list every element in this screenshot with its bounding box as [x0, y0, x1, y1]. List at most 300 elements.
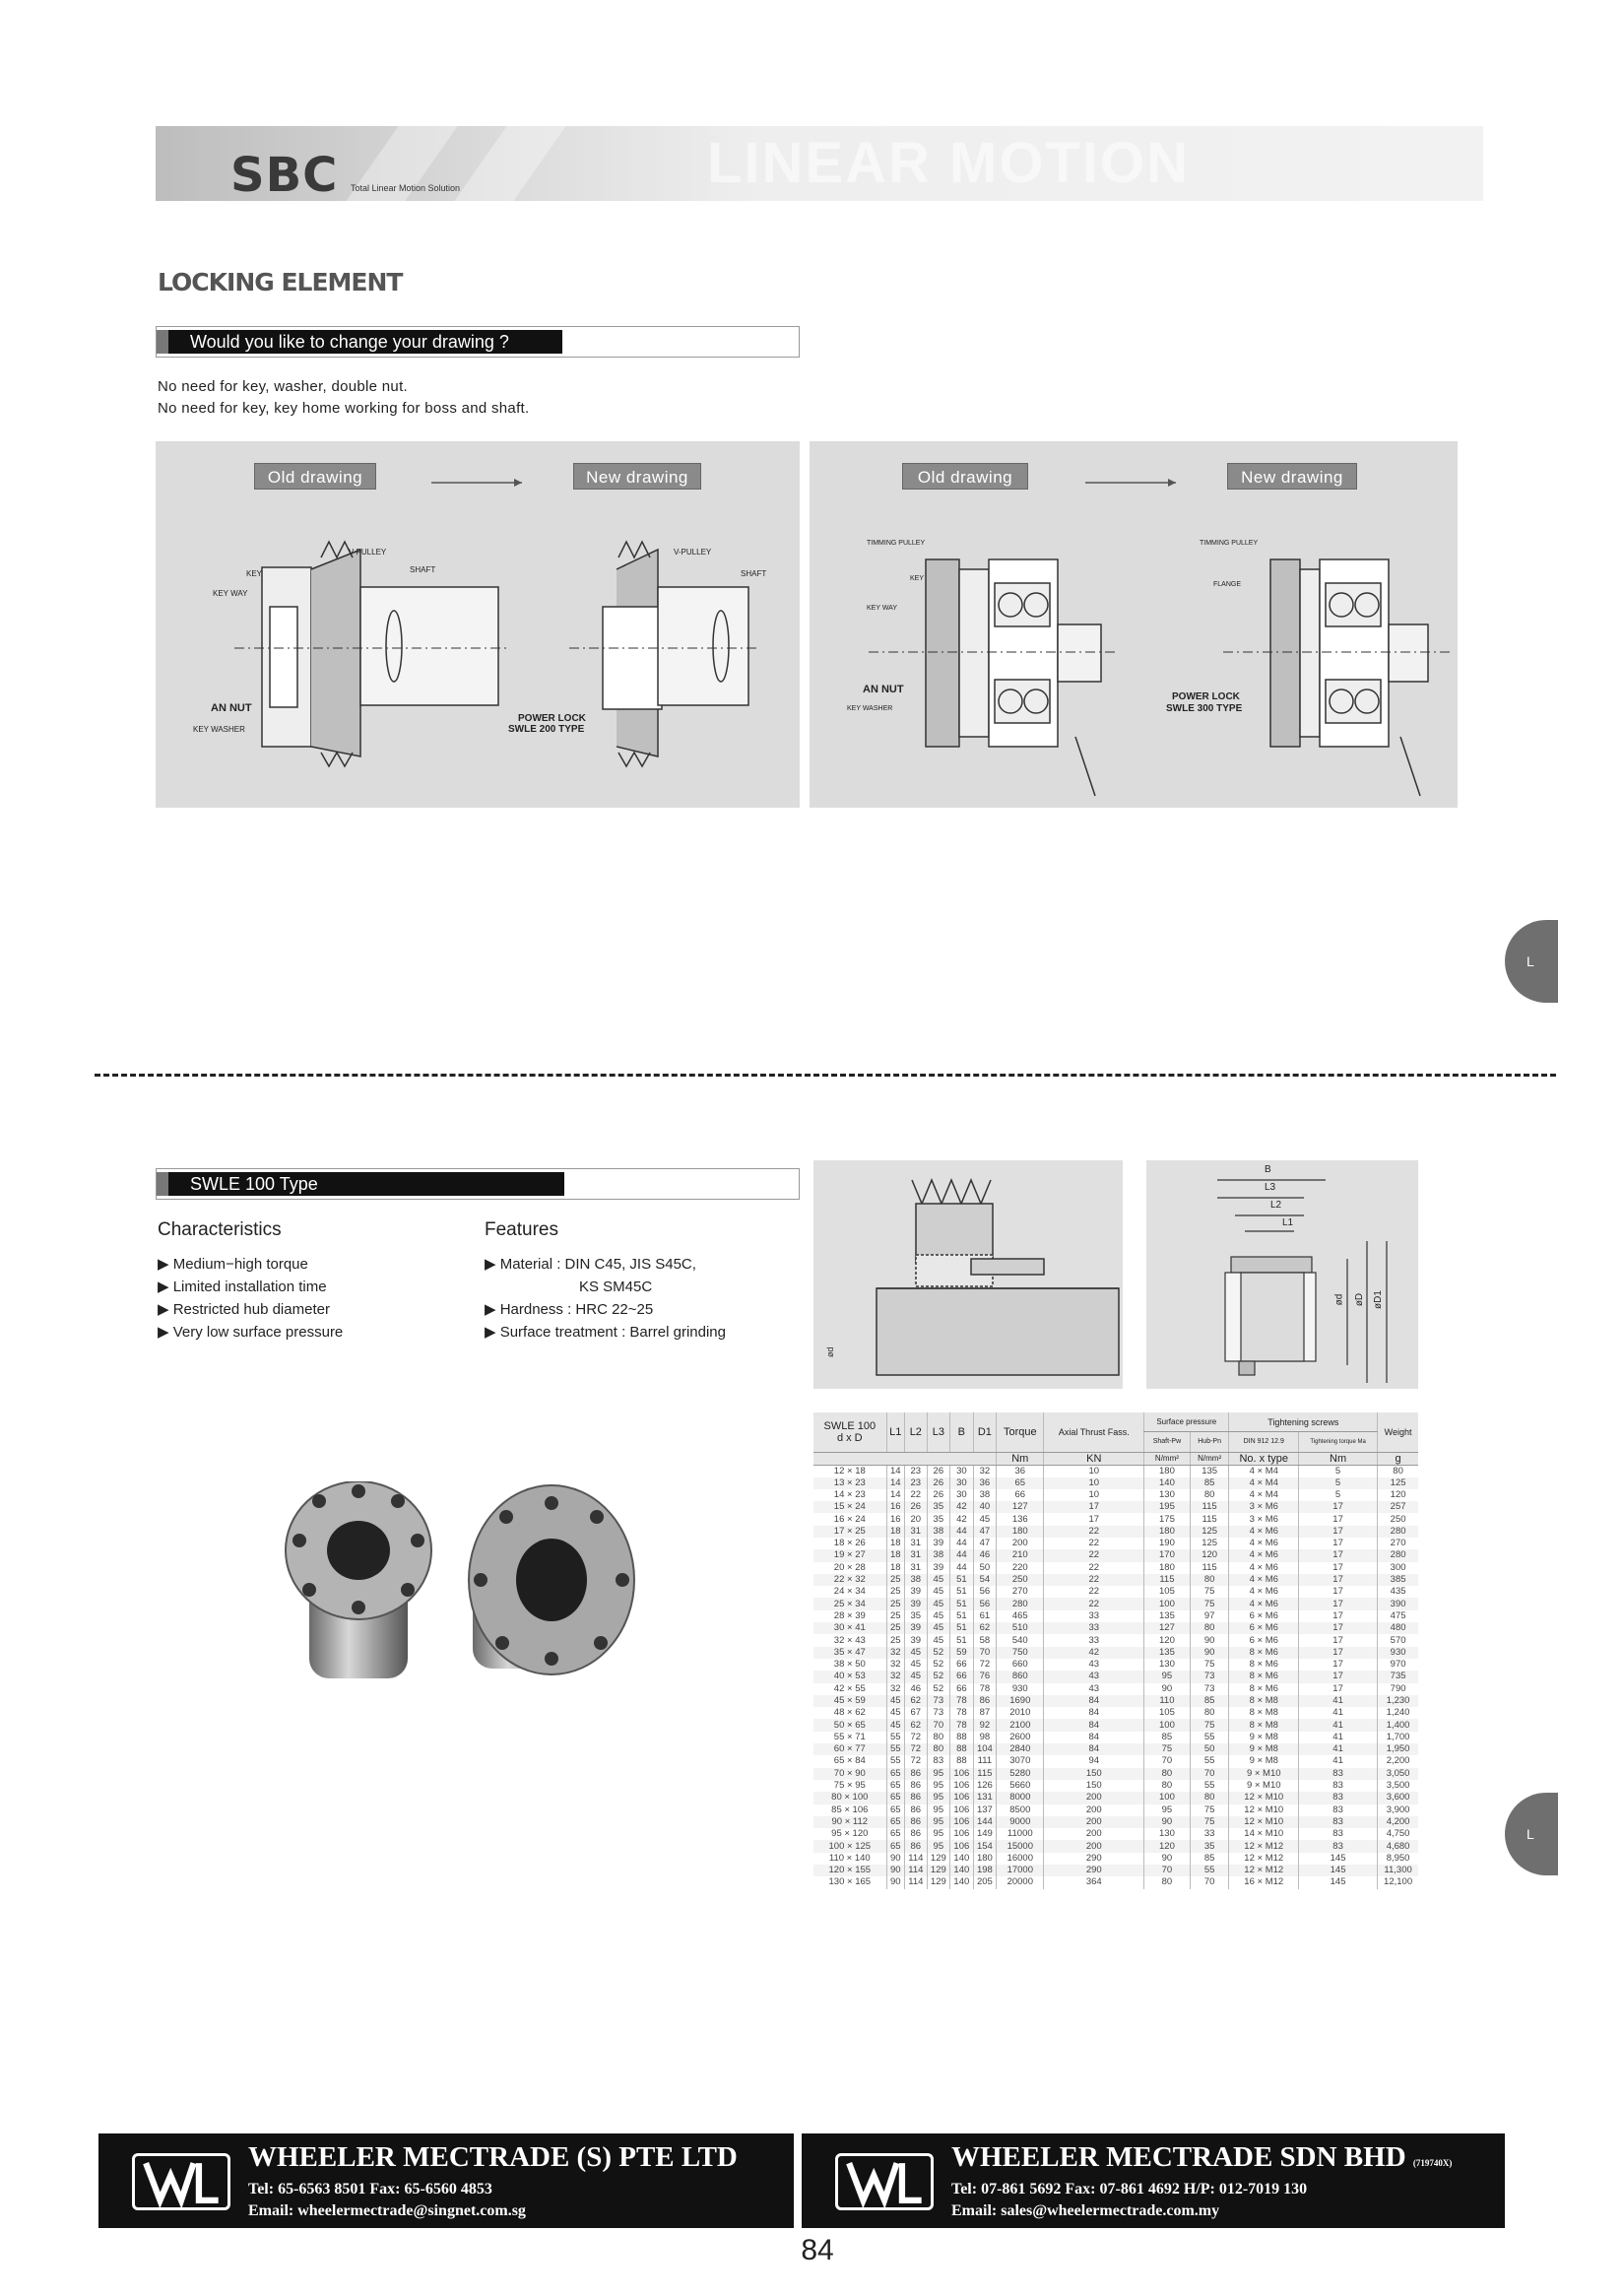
- banner-stripe: [454, 126, 565, 201]
- table-cell: 16000: [997, 1853, 1044, 1865]
- unit-nm: Nm: [997, 1452, 1044, 1465]
- table-cell: 17: [1298, 1526, 1377, 1538]
- table-cell: 32: [886, 1647, 904, 1659]
- table-cell: 270: [997, 1586, 1044, 1598]
- table-cell: 80: [1144, 1876, 1191, 1888]
- table-cell: 42: [950, 1501, 974, 1513]
- table-cell: 94: [1044, 1755, 1144, 1767]
- table-cell: 45: [927, 1634, 950, 1646]
- table-cell: 6 × M6: [1229, 1622, 1299, 1634]
- characteristics-title: Characteristics: [158, 1219, 282, 1240]
- table-cell: 90: [1190, 1647, 1229, 1659]
- table-cell: 44: [950, 1549, 974, 1561]
- table-cell: 24 × 34: [833, 1586, 866, 1598]
- unit-hub: N/mm²: [1190, 1452, 1229, 1465]
- table-cell: 111: [973, 1755, 997, 1767]
- table-cell: 200: [1044, 1804, 1144, 1816]
- table-cell: 20: [905, 1513, 928, 1525]
- table-cell: 25: [886, 1622, 904, 1634]
- label-shaft-old: SHAFT: [410, 565, 436, 574]
- table-cell: 145: [1298, 1876, 1377, 1888]
- table-cell: 55: [1190, 1755, 1229, 1767]
- footer-left: [98, 2133, 794, 2228]
- table-cell: 180: [997, 1526, 1044, 1538]
- table-cell: 100 × 125: [813, 1840, 886, 1852]
- unit-weight: g: [1378, 1452, 1418, 1465]
- label-power-lock-right: POWER LOCK: [1172, 691, 1240, 702]
- table-cell: 51: [950, 1622, 974, 1634]
- table-cell: 55 × 71: [833, 1731, 866, 1742]
- label-key-old: KEY: [246, 569, 263, 578]
- table-cell: 47: [973, 1526, 997, 1538]
- table-cell: 78: [950, 1707, 974, 1719]
- table-row: [813, 1683, 1418, 1695]
- table-cell: 46: [973, 1549, 997, 1561]
- intro-heading-bar: [156, 326, 800, 358]
- table-cell: 2840: [997, 1743, 1044, 1755]
- table-cell: 41: [1298, 1719, 1377, 1731]
- table-cell: 100: [1144, 1719, 1191, 1731]
- table-cell: 84: [1044, 1707, 1144, 1719]
- table-cell: 100: [1144, 1598, 1191, 1609]
- table-cell: 205: [973, 1876, 997, 1888]
- footer-right: [802, 2133, 1505, 2228]
- table-cell: 2600: [997, 1732, 1044, 1743]
- table-cell: 90: [1144, 1683, 1191, 1695]
- table-cell: 140: [950, 1876, 974, 1888]
- table-cell: 5: [1298, 1477, 1377, 1489]
- table-cell: 70: [1144, 1755, 1191, 1767]
- label-an-nut-old: AN NUT: [211, 702, 252, 714]
- table-row: [813, 1804, 1418, 1816]
- table-cell: 5280: [997, 1768, 1044, 1780]
- table-row: [813, 1598, 1418, 1609]
- table-cell: 110: [1144, 1695, 1191, 1707]
- table-cell: 120 × 155: [813, 1865, 886, 1876]
- label-shaft-new: SHAFT: [741, 569, 767, 578]
- table-cell: 4 × M4: [1229, 1489, 1299, 1501]
- table-cell: 42 × 55: [833, 1682, 866, 1694]
- table-cell: 75: [1190, 1586, 1229, 1598]
- unit-screw: No. x type: [1229, 1452, 1299, 1465]
- table-cell: 129: [927, 1865, 950, 1876]
- col-header-hub: Hub-Pn: [1190, 1432, 1229, 1452]
- table-cell: 50: [1190, 1743, 1229, 1755]
- table-cell: 85: [1190, 1695, 1229, 1707]
- table-cell: 86: [905, 1840, 928, 1852]
- table-cell: 45: [927, 1586, 950, 1598]
- table-cell: 18: [886, 1562, 904, 1574]
- table-cell: 84: [1044, 1695, 1144, 1707]
- label-key-old-right: KEY: [910, 575, 925, 582]
- table-cell: 39: [905, 1634, 928, 1646]
- table-cell: 18: [886, 1526, 904, 1538]
- col-header-shaft: Shaft-Pw: [1144, 1432, 1191, 1452]
- table-cell: 95: [1144, 1804, 1191, 1816]
- table-cell: 75 × 95: [833, 1780, 866, 1792]
- table-cell: 127: [997, 1501, 1044, 1513]
- table-row: [813, 1489, 1418, 1501]
- table-cell: 45: [905, 1671, 928, 1682]
- table-cell: 88: [950, 1743, 974, 1755]
- table-cell: 129: [927, 1853, 950, 1865]
- swle-heading-bar: [156, 1168, 800, 1200]
- table-cell: 42: [950, 1513, 974, 1525]
- table-cell: 3070: [997, 1755, 1044, 1767]
- table-cell: 40 × 53: [813, 1671, 886, 1682]
- table-cell: 30: [950, 1489, 974, 1501]
- table-cell: 38: [973, 1489, 997, 1501]
- feature-item: KS SM45C: [579, 1279, 653, 1295]
- table-cell: 4 × M6: [1229, 1549, 1299, 1561]
- table-cell: 8 × M6: [1229, 1659, 1299, 1671]
- table-cell: 90: [1144, 1853, 1191, 1865]
- table-cell: 19 × 27: [813, 1549, 886, 1561]
- feature-item: ▶ Hardness : HRC 22~25: [485, 1301, 654, 1318]
- table-cell: 80: [1190, 1792, 1229, 1804]
- table-row: [813, 1526, 1418, 1538]
- table-cell: 45 × 59: [813, 1695, 886, 1707]
- characteristics-list: [158, 1253, 343, 1344]
- section-title: LOCKING ELEMENT: [158, 268, 403, 296]
- side-tab-letter: L: [1527, 1826, 1534, 1842]
- table-cell: 62: [905, 1695, 928, 1707]
- table-cell: 47: [973, 1538, 997, 1549]
- side-tab-top[interactable]: [1505, 920, 1558, 1003]
- table-cell: 35 × 47: [813, 1647, 886, 1659]
- table-cell: 31: [905, 1538, 928, 1549]
- table-cell: 80: [1190, 1622, 1229, 1634]
- table-cell: 42: [1044, 1647, 1144, 1659]
- table-cell: 78: [950, 1719, 974, 1731]
- table-cell: 95: [927, 1828, 950, 1840]
- side-tab-letter: L: [1527, 953, 1534, 969]
- label-key-washer-old: KEY WASHER: [193, 725, 245, 734]
- table-row: [813, 1634, 1418, 1646]
- table-cell: 45: [905, 1659, 928, 1671]
- page-number: 84: [801, 2234, 834, 2266]
- table-cell: 16 × 24: [833, 1513, 866, 1525]
- table-cell: 17: [1298, 1501, 1377, 1513]
- col-header-tight: Tightening screws: [1229, 1412, 1378, 1432]
- table-cell: 44: [950, 1538, 974, 1549]
- table-cell: 540: [997, 1634, 1044, 1646]
- table-cell: 83: [1298, 1840, 1377, 1852]
- table-cell: 52: [927, 1683, 950, 1695]
- company-logo: [835, 2153, 934, 2210]
- table-cell: 14 × 23: [833, 1488, 866, 1500]
- table-cell: 80: [927, 1732, 950, 1743]
- table-cell: 92: [973, 1719, 997, 1731]
- table-cell: 41: [1298, 1743, 1377, 1755]
- label-flange-new: FLANGE: [1213, 581, 1242, 588]
- swle-dimension-drawing: [1146, 1160, 1418, 1389]
- table-cell: 80: [1190, 1489, 1229, 1501]
- label-v-pulley-new: V-PULLEY: [674, 548, 712, 557]
- table-row: [813, 1549, 1418, 1561]
- table-row: [813, 1792, 1418, 1804]
- table-cell: 31: [905, 1549, 928, 1561]
- table-cell: 105: [1144, 1586, 1191, 1598]
- table-cell: 95: [927, 1804, 950, 1816]
- table-cell: 83: [1298, 1780, 1377, 1792]
- table-cell: 65: [886, 1792, 904, 1804]
- table-cell: 54: [973, 1574, 997, 1586]
- table-cell: 39: [905, 1598, 928, 1609]
- table-cell: 17: [1298, 1538, 1377, 1549]
- table-cell: 26: [905, 1501, 928, 1513]
- table-cell: 65: [997, 1477, 1044, 1489]
- table-row: [813, 1876, 1418, 1888]
- table-cell: 25 × 34: [813, 1598, 886, 1609]
- table-cell: 290: [1044, 1865, 1144, 1876]
- table-cell: 465: [997, 1610, 1044, 1622]
- table-cell: 250: [997, 1574, 1044, 1586]
- table-cell: 475: [1378, 1610, 1418, 1622]
- table-cell: 435: [1378, 1586, 1418, 1598]
- table-row: [813, 1501, 1418, 1513]
- banner-ghost-text: LINEAR MOTION: [707, 131, 1190, 195]
- table-cell: 83: [1298, 1768, 1377, 1780]
- table-cell: 9 × M8: [1229, 1732, 1299, 1743]
- feature-item: ▶ Material : DIN C45, JIS S45C,: [485, 1256, 696, 1273]
- table-cell: 12 × 18: [833, 1465, 866, 1476]
- table-cell: 25: [886, 1634, 904, 1646]
- table-cell: 45: [973, 1513, 997, 1525]
- table-row: [813, 1562, 1418, 1574]
- table-cell: 45: [886, 1707, 904, 1719]
- table-cell: 83: [1298, 1792, 1377, 1804]
- swle-assembly-section: [813, 1160, 1123, 1389]
- table-cell: 15 × 24: [813, 1501, 886, 1513]
- table-cell: 4,750: [1378, 1828, 1418, 1840]
- dim-label-b: B: [1265, 1164, 1271, 1175]
- table-cell: 17000: [997, 1865, 1044, 1876]
- table-cell: 50: [973, 1562, 997, 1574]
- table-cell: 210: [997, 1549, 1044, 1561]
- table-cell: 2100: [997, 1719, 1044, 1731]
- table-cell: 140: [950, 1853, 974, 1865]
- table-cell: 45: [927, 1598, 950, 1609]
- table-cell: 1690: [997, 1695, 1044, 1707]
- table-cell: 51: [950, 1610, 974, 1622]
- table-cell: 150: [1044, 1768, 1144, 1780]
- table-cell: 200: [1044, 1840, 1144, 1852]
- table-cell: 85: [1190, 1477, 1229, 1489]
- dim-label-l1: L1: [1282, 1217, 1294, 1228]
- table-cell: 32: [886, 1659, 904, 1671]
- col-header-weight: Weight: [1378, 1412, 1418, 1452]
- table-cell: 17: [1044, 1501, 1144, 1513]
- table-cell: 39: [927, 1562, 950, 1574]
- table-cell: 84: [1044, 1743, 1144, 1755]
- table-cell: 9 × M8: [1229, 1743, 1299, 1755]
- table-cell: 200: [1044, 1828, 1144, 1840]
- table-cell: 85 × 106: [831, 1804, 869, 1815]
- table-cell: 280: [1378, 1526, 1418, 1538]
- table-row: [813, 1828, 1418, 1840]
- table-cell: 17: [1298, 1622, 1377, 1634]
- table-cell: 98: [973, 1732, 997, 1743]
- table-cell: 70 × 90: [813, 1768, 886, 1780]
- table-cell: 95: [927, 1816, 950, 1828]
- col-header-surface: Surface pressure: [1144, 1412, 1229, 1432]
- company-reg-no: (719740X): [1412, 2158, 1453, 2168]
- table-cell: 55: [886, 1755, 904, 1767]
- table-cell: 51: [950, 1586, 974, 1598]
- table-cell: 36: [997, 1465, 1044, 1477]
- table-cell: 83: [927, 1755, 950, 1767]
- v-pulley-drawing: [156, 441, 800, 808]
- characteristic-item: ▶ Medium−high torque: [158, 1256, 308, 1273]
- table-cell: 17: [1298, 1683, 1377, 1695]
- table-row: [813, 1780, 1418, 1792]
- table-cell: 30: [950, 1477, 974, 1489]
- table-cell: 4 × M6: [1229, 1562, 1299, 1574]
- table-cell: 70: [927, 1719, 950, 1731]
- table-cell: 12 × M10: [1229, 1792, 1299, 1804]
- col-header-l3: L3: [927, 1412, 950, 1452]
- table-cell: 20 × 28: [833, 1561, 866, 1573]
- table-cell: 250: [1378, 1513, 1418, 1525]
- table-cell: 8 × M8: [1229, 1707, 1299, 1719]
- table-row: [813, 1647, 1418, 1659]
- table-units-row: [813, 1452, 1418, 1465]
- table-cell: 130: [1144, 1489, 1191, 1501]
- table-cell: 16: [886, 1501, 904, 1513]
- table-cell: 280: [1378, 1549, 1418, 1561]
- table-cell: 4 × M6: [1229, 1574, 1299, 1586]
- table-cell: 17: [1044, 1513, 1144, 1525]
- table-cell: 26: [927, 1477, 950, 1489]
- table-cell: 8 × M8: [1229, 1719, 1299, 1731]
- table-cell: 84: [1044, 1732, 1144, 1743]
- table-cell: 180: [1144, 1465, 1191, 1477]
- table-cell: 45: [927, 1610, 950, 1622]
- table-cell: 12 × M12: [1229, 1853, 1299, 1865]
- table-cell: 570: [1378, 1634, 1418, 1646]
- table-cell: 66: [997, 1489, 1044, 1501]
- table-cell: 125: [1190, 1526, 1229, 1538]
- table-cell: 95: [1144, 1671, 1191, 1682]
- table-cell: 12 × M12: [1229, 1840, 1299, 1852]
- table-cell: 32: [973, 1465, 997, 1477]
- table-cell: 10: [1044, 1477, 1144, 1489]
- table-cell: 90: [886, 1853, 904, 1865]
- table-cell: 114: [905, 1853, 928, 1865]
- table-cell: 8 × M6: [1229, 1671, 1299, 1682]
- table-cell: 90: [1144, 1816, 1191, 1828]
- table-row: [813, 1719, 1418, 1731]
- table-cell: 72: [905, 1732, 928, 1743]
- table-cell: 198: [973, 1865, 997, 1876]
- label-key-way-old: KEY WAY: [213, 589, 248, 598]
- dim-label-l3: L3: [1265, 1182, 1276, 1193]
- table-cell: 38 × 50: [833, 1659, 866, 1671]
- table-cell: 30 × 41: [813, 1622, 886, 1634]
- table-cell: 120: [1144, 1840, 1191, 1852]
- table-cell: 90: [886, 1876, 904, 1888]
- table-cell: 129: [927, 1876, 950, 1888]
- table-cell: 106: [950, 1804, 974, 1816]
- table-row: [813, 1622, 1418, 1634]
- table-cell: 110 × 140: [828, 1852, 871, 1864]
- col-header-torque: Torque: [997, 1412, 1044, 1452]
- table-cell: 80: [1190, 1707, 1229, 1719]
- side-tab-bottom[interactable]: [1505, 1793, 1558, 1875]
- header-banner: [156, 126, 1483, 201]
- table-cell: 35: [905, 1610, 928, 1622]
- table-cell: 480: [1378, 1622, 1418, 1634]
- table-cell: 41: [1298, 1695, 1377, 1707]
- table-cell: 70: [973, 1647, 997, 1659]
- table-cell: 52: [927, 1659, 950, 1671]
- table-cell: 66: [950, 1671, 974, 1682]
- table-cell: 22: [1044, 1526, 1144, 1538]
- table-cell: 40: [973, 1501, 997, 1513]
- table-cell: 3,600: [1378, 1792, 1418, 1804]
- table-cell: 10: [1044, 1489, 1144, 1501]
- table-cell: 190: [1144, 1538, 1191, 1549]
- table-cell: 930: [997, 1683, 1044, 1695]
- table-row: [813, 1465, 1418, 1477]
- label-key-way-old-right: KEY WAY: [867, 605, 897, 612]
- table-cell: 62: [973, 1622, 997, 1634]
- locking-element-photo: [280, 1481, 674, 1698]
- table-cell: 25: [886, 1610, 904, 1622]
- table-cell: 45: [927, 1574, 950, 1586]
- table-cell: 22: [1044, 1598, 1144, 1609]
- table-cell: 9 × M10: [1229, 1780, 1299, 1792]
- table-cell: 130: [1144, 1828, 1191, 1840]
- table-cell: 154: [973, 1840, 997, 1852]
- table-cell: 17: [1298, 1634, 1377, 1646]
- dim-label-od1: øD1: [1372, 1290, 1384, 1309]
- table-cell: 65: [886, 1816, 904, 1828]
- table-cell: 72: [905, 1743, 928, 1755]
- table-cell: 300: [1378, 1562, 1418, 1574]
- table-cell: 23: [905, 1465, 928, 1477]
- table-cell: 80: [1190, 1574, 1229, 1586]
- table-cell: 14: [886, 1489, 904, 1501]
- table-cell: 35: [1190, 1840, 1229, 1852]
- table-cell: 90 × 112: [813, 1816, 886, 1828]
- table-cell: 8000: [997, 1792, 1044, 1804]
- table-cell: 32 × 43: [833, 1634, 866, 1646]
- table-cell: 72: [905, 1755, 928, 1767]
- table-cell: 115: [1190, 1501, 1229, 1513]
- table-cell: 31: [905, 1526, 928, 1538]
- table-row: [813, 1853, 1418, 1865]
- table-cell: 46: [905, 1683, 928, 1695]
- table-cell: 4 × M6: [1229, 1586, 1299, 1598]
- table-cell: 136: [997, 1513, 1044, 1525]
- table-cell: 106: [950, 1816, 974, 1828]
- label-timing-pulley-old: TIMMING PULLEY: [867, 540, 926, 547]
- table-cell: 43: [1044, 1671, 1144, 1682]
- col-header-l2: L2: [905, 1412, 928, 1452]
- col-header-tight-torque: Tightening torque Ma: [1298, 1432, 1377, 1452]
- table-cell: 11,300: [1378, 1865, 1418, 1876]
- table-cell: 55: [1190, 1780, 1229, 1792]
- table-cell: 80: [927, 1743, 950, 1755]
- table-cell: 114: [905, 1876, 928, 1888]
- table-row: [813, 1840, 1418, 1852]
- table-cell: 130: [1144, 1659, 1191, 1671]
- table-cell: 135: [1144, 1647, 1191, 1659]
- table-cell: 127: [1144, 1622, 1191, 1634]
- table-row: [813, 1732, 1418, 1743]
